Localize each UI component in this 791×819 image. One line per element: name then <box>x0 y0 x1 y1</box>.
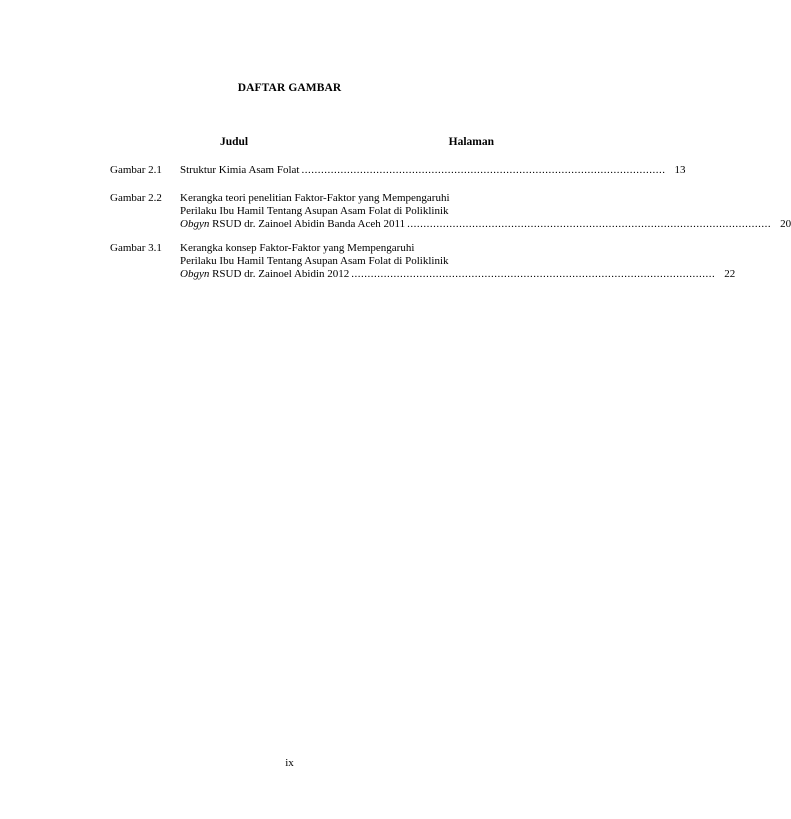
column-header-judul: Judul <box>220 136 249 148</box>
page-title: DAFTAR GAMBAR <box>237 82 342 94</box>
caption-last-line <box>180 218 791 231</box>
figure-caption <box>180 192 791 231</box>
caption-line: Kerangka konsep Faktor-Faktor yang Mempengaruhi <box>180 242 415 254</box>
figure-page-number: 13 <box>674 164 686 176</box>
leader-dots: ................................................................................................................ <box>407 218 772 230</box>
caption-line: Perilaku Ibu Hamil Tentang Asupan Asam Folat di Poliklinik <box>180 255 449 267</box>
caption-text-part: Struktur Kimia Asam Folat <box>180 164 300 176</box>
figure-label: Gambar 2.1 <box>110 164 162 176</box>
caption-text <box>180 268 349 281</box>
page-number: ix <box>285 757 294 769</box>
caption-text <box>180 218 405 231</box>
caption-italic-part: Obgyn <box>180 218 210 230</box>
figure-label: Gambar 2.2 <box>110 192 162 204</box>
caption-text-part: RSUD dr. Zainoel Abidin 2012 <box>209 268 350 280</box>
leader-dots: ................................................................................................................ <box>351 268 716 280</box>
caption-last-line <box>180 164 686 177</box>
caption-italic-part: Obgyn <box>180 268 210 280</box>
caption-last-line <box>180 268 736 281</box>
figure-page-number: 22 <box>724 268 736 280</box>
leader-dots: ................................................................................................................ <box>301 164 666 176</box>
figure-caption <box>180 164 686 177</box>
caption-text <box>180 164 299 177</box>
caption-line: Kerangka teori penelitian Faktor-Faktor yang Mempengaruhi <box>180 192 450 204</box>
caption-line: Perilaku Ibu Hamil Tentang Asupan Asam Folat di Poliklinik <box>180 205 449 217</box>
figure-caption <box>180 242 736 281</box>
figure-label: Gambar 3.1 <box>110 242 162 254</box>
caption-text-part: RSUD dr. Zainoel Abidin Banda Aceh 2011 <box>209 218 406 230</box>
figure-page-number: 20 <box>780 218 791 230</box>
column-header-halaman: Halaman <box>448 136 494 148</box>
